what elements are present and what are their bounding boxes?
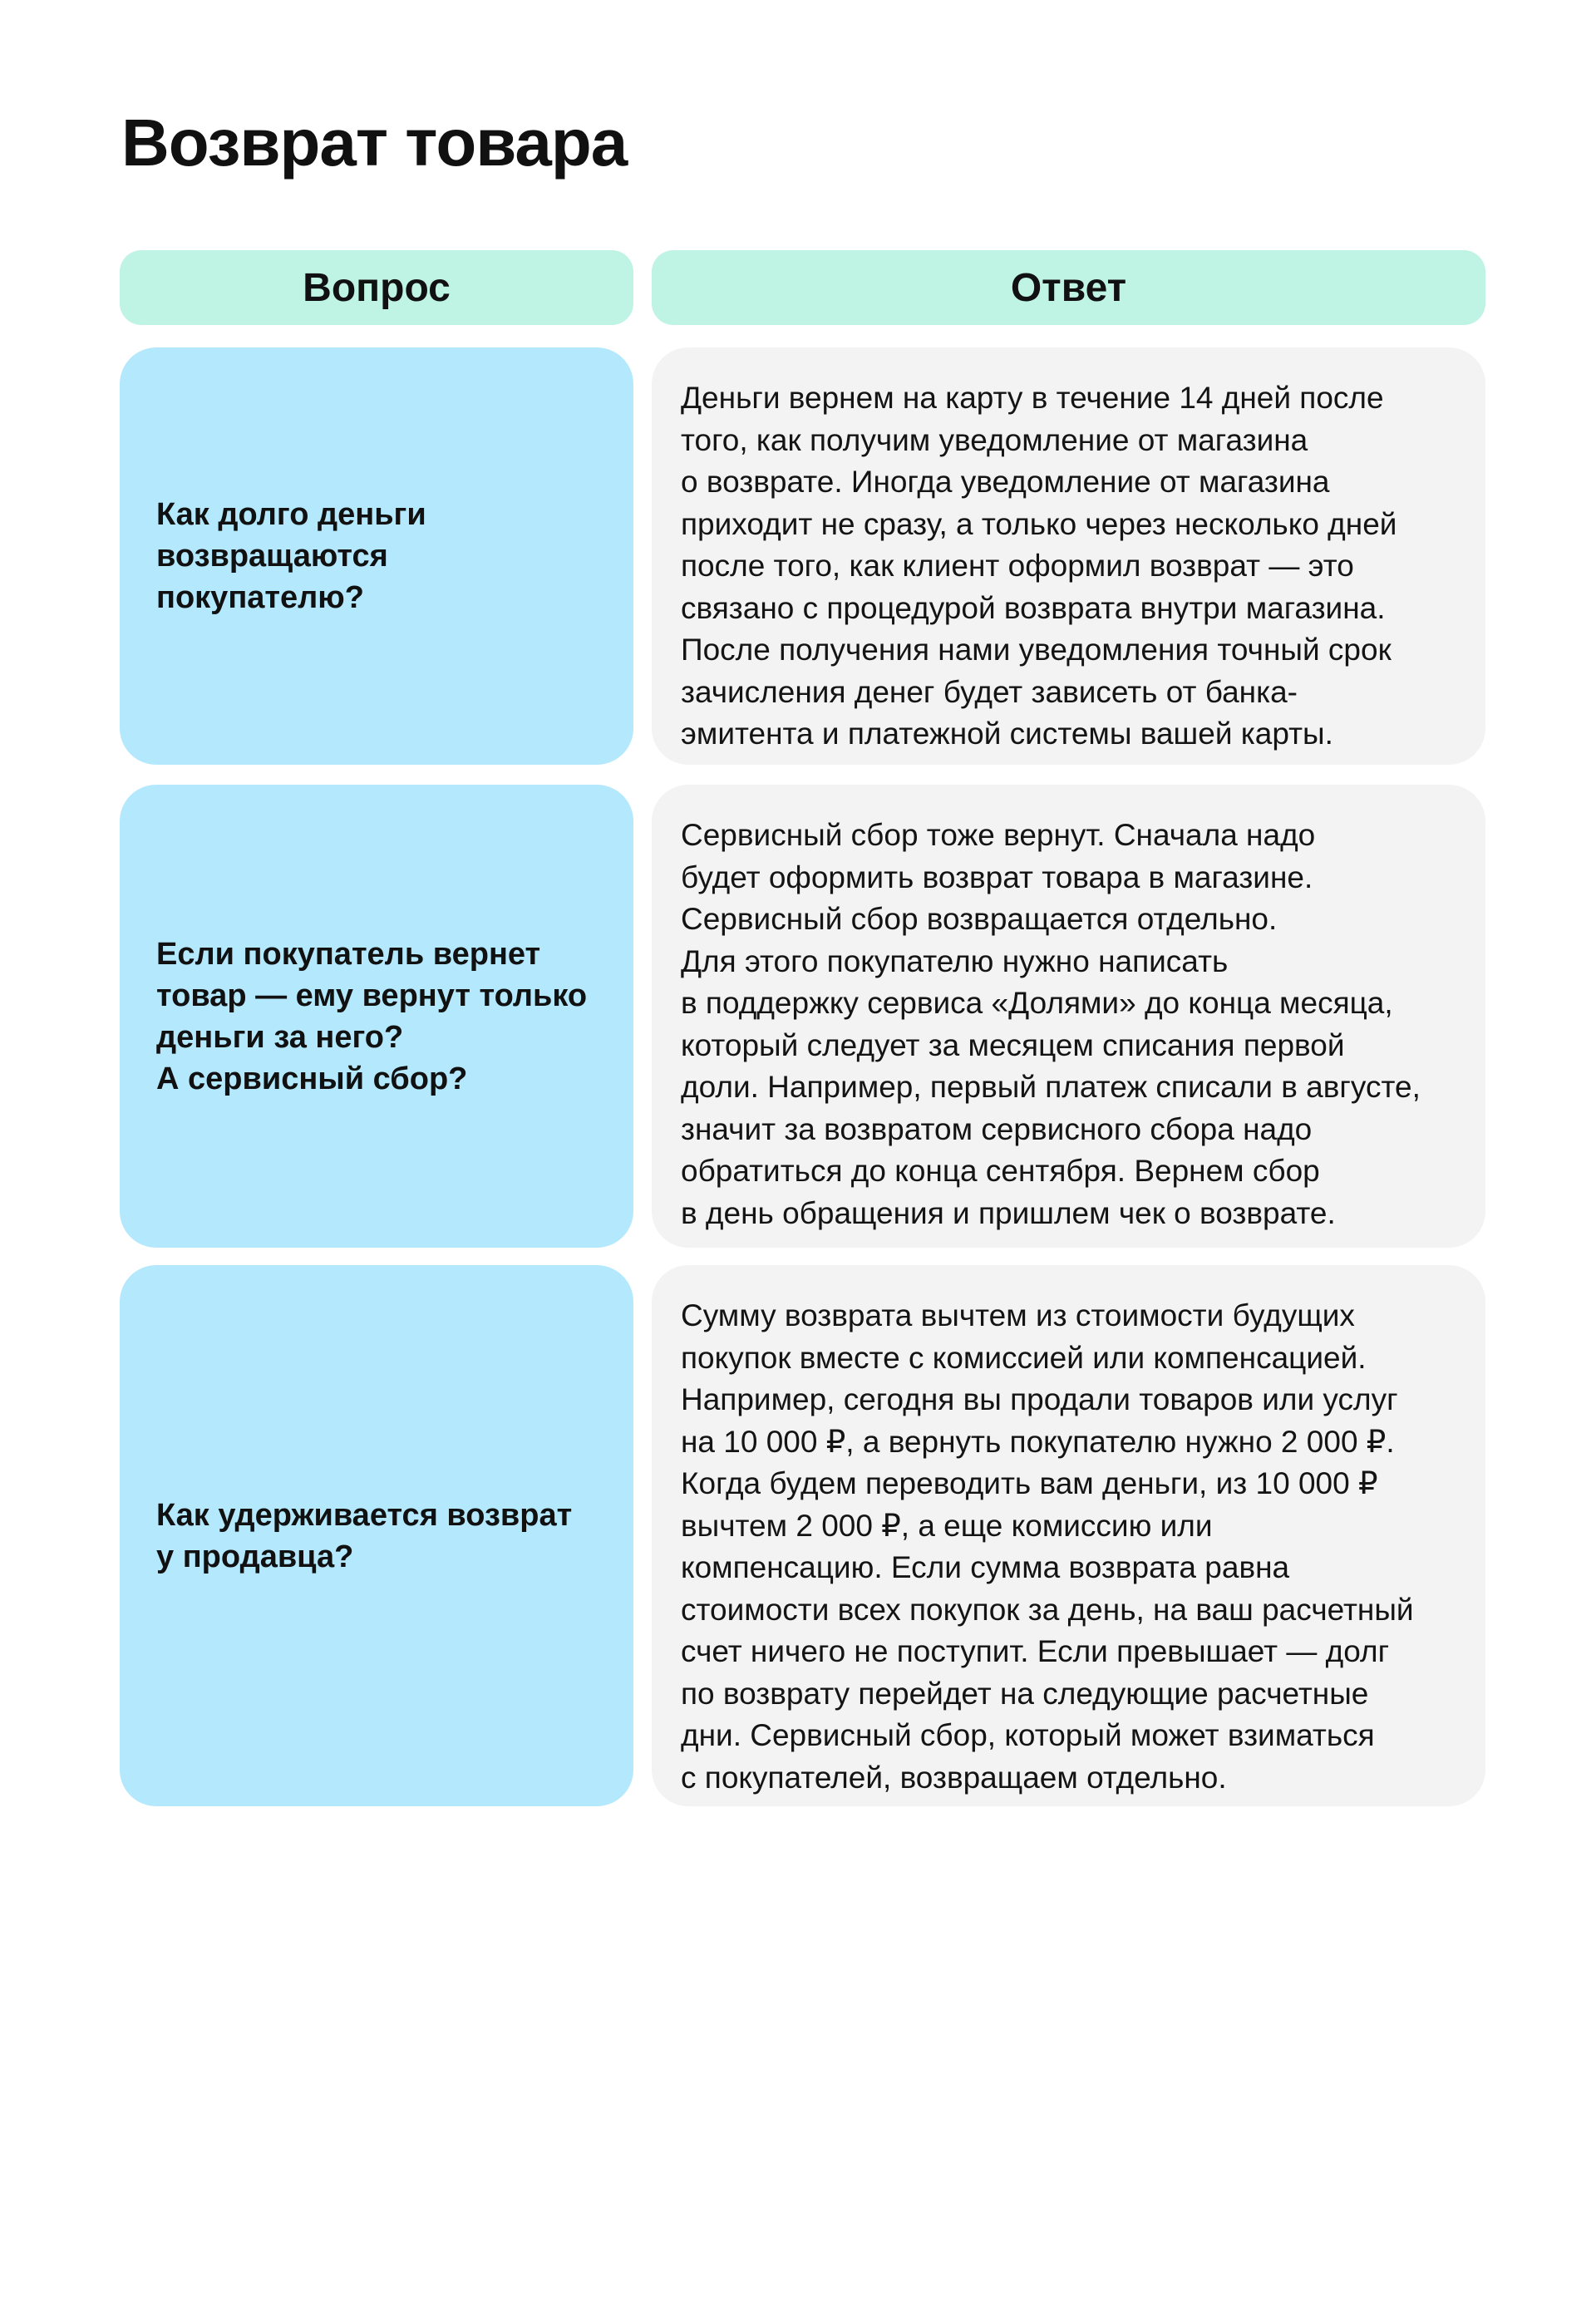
answer-cell [652,1265,1485,1806]
header-question: Вопрос [120,250,633,325]
answer-text: Сумму возврата вычтем из стоимости будущих покупок вместе с комиссией или компенсацией. Например, сегодня вы продали товаров или услуг на 10 000 ₽, а вернуть покупателю нужно 2 000 ₽. Когда будем переводить вам деньги, из 10 000 ₽ вычтем 2 000 ₽, а еще комиссию или компенсацию. Если сумма возврата равна стоимости всех покупок за день, на ваш расчетный счет ничего не поступит. Если превышает — долг по возврату перейдет на следующие расчетные дни. Сервисный сбор, который может взиматься с покупателей, возвращаем отдельно. [681,1298,1414,1795]
question-text: Если покупатель вернет товар — ему вернут только деньги за него? А сервисный сбор? [156,936,588,1096]
question-cell [120,785,633,1248]
question-text: Как удерживается возврат у продавца? [156,1497,573,1574]
question-text: Как долго деньги возвращаются покупателю? [156,497,426,615]
question-cell [120,347,633,765]
answer-cell [652,785,1485,1248]
page-title: Возврат товара [121,106,628,180]
answer-text: Сервисный сбор тоже вернут. Сначала надо будет оформить возврат товара в магазине. Сервисный сбор возвращается отдельно. Для этого покупателю нужно написать в поддержку сервиса «Долями» до конца месяца, который следует за месяцем списания первой доли. Например, первый платеж списали в августе, значит за возвратом сервисного сбора надо обратиться до конца сентября. Вернем сбор в день обращения и пришлем чек о возврате. [681,818,1421,1230]
question-cell [120,1265,633,1806]
header-answer: Ответ [652,250,1485,325]
answer-cell [652,347,1485,765]
answer-text: Деньги вернем на карту в течение 14 дней после того, как получим уведомление от магазина о возврате. Иногда уведомление от магазина приходит не сразу, а только через несколько дней после того, как клиент оформил возврат — это связано с процедурой возврата внутри магазина. После получения нами уведомления точный срок зачисления денег будет зависеть от банка- эмитента и платежной системы вашей карты. [681,381,1397,751]
